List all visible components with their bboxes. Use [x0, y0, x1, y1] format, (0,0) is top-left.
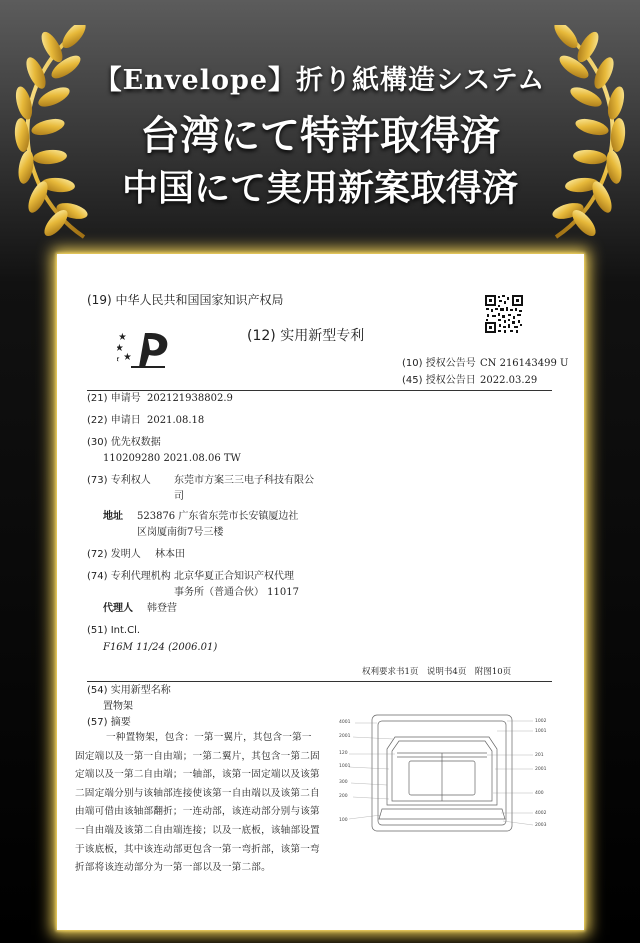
page-counts: 权利要求书1页 说明书4页 附图10页 — [362, 667, 512, 677]
headline-product: 【Envelope】折り紙構造システム — [94, 65, 546, 96]
intcl-label: (51) Int.Cl. — [87, 625, 141, 636]
fig-label-201: 201 — [535, 753, 544, 758]
agency-line1: 北京华夏正合知识产权代理 — [174, 571, 294, 582]
fig-label-2001-right: 2001 — [535, 767, 547, 772]
fig-label-100: 100 — [339, 818, 348, 823]
app-no: 202121938802.9 — [147, 393, 233, 404]
pub-date: 2022.03.29 — [480, 375, 538, 386]
priority-data: 110209280 2021.08.06 TW — [103, 453, 241, 464]
document-type: (12) 实用新型专利 — [247, 328, 365, 344]
fig-label-300: 300 — [339, 780, 348, 785]
patentee-line1: 东莞市方案三三电子科技有限公 — [174, 475, 314, 486]
headline-china-utility-model: 中国にて実用新案取得済 — [121, 167, 518, 209]
fig-label-1001-left: 1001 — [339, 764, 351, 769]
abstract-label: (57) 摘要 — [87, 717, 131, 728]
app-date: 2021.08.18 — [147, 415, 205, 426]
qr-code-icon — [484, 294, 524, 334]
utility-title: 置物架 — [103, 701, 133, 712]
header-banner — [0, 0, 640, 245]
patent-certificate — [57, 254, 584, 930]
inventor: 林本田 — [155, 549, 185, 560]
agent-label: 代理人 — [103, 603, 133, 614]
headline-taiwan-patent: 台湾にて特許取得済 — [140, 112, 500, 159]
fig-label-4002: 4002 — [535, 811, 547, 816]
address-label: 地址 — [103, 511, 123, 522]
patent-office: (19) 中华人民共和国国家知识产权局 — [87, 293, 284, 307]
inventor-label: (72) 发明人 — [87, 549, 141, 560]
app-date-label: (22) 申请日 — [87, 415, 141, 426]
agent: 韩登营 — [147, 603, 177, 614]
pub-no-label: (10) 授权公告号 — [402, 358, 476, 369]
abstract-text: 一种置物架，包含：一第一翼片，其包含一第一固定端以及一第一自由端；一第二翼片，其包含一第二固定端以及一第二自由端；一轴部，该第一固定端以及该第二固定端分别与该轴部连接使该第一自由端以及该第二自由端可借由该轴部翻折；一连动部，该连动部分别与该第一自由端及该第二自由端连接；以及一底板，该轴部设置于该底板，其中该连动部更包含一第一弯折部，该第一弯折部将该连动部分为一第一部以及一第二部。 — [75, 732, 320, 874]
agency-line2: 事务所（普通合伙） 11017 — [174, 587, 299, 598]
address-line1: 523876 广东省东莞市长安镇厦边社 — [137, 511, 299, 522]
divider-top — [87, 390, 552, 391]
patentee-line2: 司 — [174, 491, 184, 502]
fig-label-2001-left: 2001 — [339, 734, 351, 739]
pub-no: CN 216143499 U — [480, 358, 569, 369]
pub-date-label: (45) 授权公告日 — [402, 375, 476, 386]
agency-label: (74) 专利代理机构 — [87, 571, 171, 582]
cnipa-logo-icon — [117, 327, 171, 371]
fig-label-4001: 4001 — [339, 720, 351, 725]
divider-mid — [87, 681, 552, 682]
app-no-label: (21) 申请号 — [87, 393, 141, 404]
priority-label: (30) 优先权数据 — [87, 437, 161, 448]
patentee-label: (73) 专利权人 — [87, 475, 151, 486]
title-label: (54) 实用新型名称 — [87, 685, 171, 696]
fig-label-1002: 1002 — [535, 719, 547, 724]
patent-drawing-figure — [337, 709, 559, 839]
fig-label-2003: 2003 — [535, 823, 547, 828]
fig-label-120: 120 — [339, 751, 348, 756]
intcl-value: F16M 11/24 (2006.01) — [103, 642, 218, 653]
fig-label-1001-right: 1001 — [535, 729, 547, 734]
fig-label-400: 400 — [535, 791, 544, 796]
fig-label-200: 200 — [339, 794, 348, 799]
address-line2: 区岗厦南街7号三楼 — [137, 527, 224, 538]
